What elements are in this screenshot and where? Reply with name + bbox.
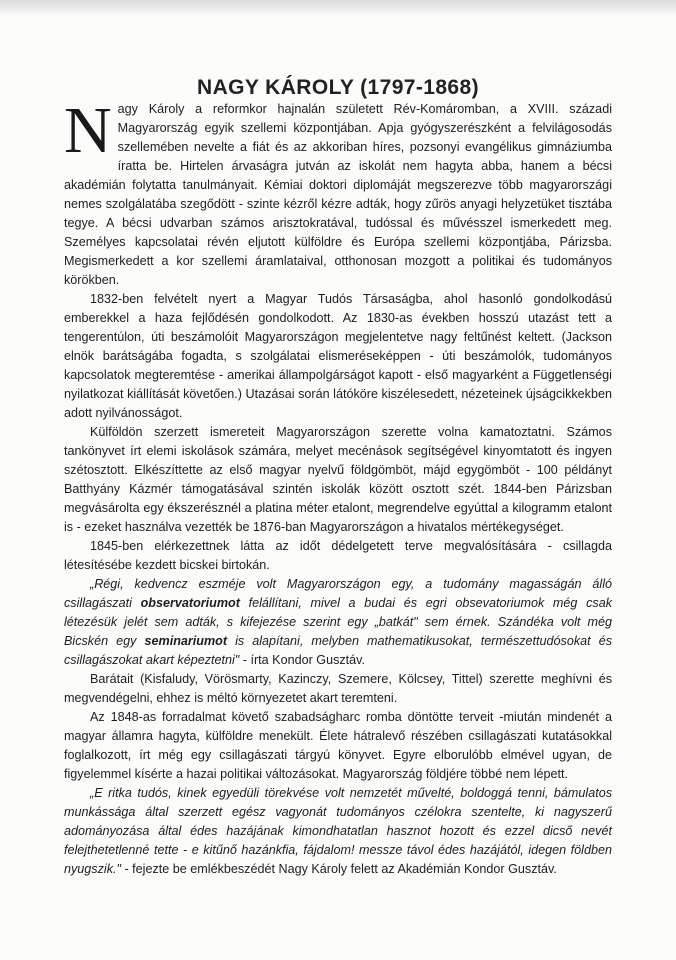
scan-edge-shadow: [0, 0, 676, 16]
quote-text-1: „Régi, kedvencz eszméje volt Magyarországon egy, a tudomány magasságán álló csillagászati: [64, 577, 612, 610]
paragraph-intro: [64, 94, 612, 290]
quote-attribution-1: - írta Kondor Gusztáv.: [239, 653, 366, 667]
paragraph-csillagda: 1845-ben elérkezettnek látta az időt dédelgetett terve megvalósítására - csillagda létesítésébe kezdett bicskei birtokán.: [64, 539, 612, 572]
drop-cap: N: [64, 94, 112, 167]
quote-text-2: felállítani, mivel a budai és egri obsevatoriumok még csak létezésük jelét sem adták, s kifejezése szerint egy „batkát" sem érnek. Szándéka volt még Bicskén egy: [64, 596, 612, 648]
quote-bold-observatorium: observatoriumot: [140, 596, 240, 610]
page-title: NAGY KÁROLY (1797-1868): [197, 76, 479, 100]
quote-attribution-2: - fejezte be emlékbeszédét Nagy Károly felett az Akadémián Kondor Gusztáv.: [120, 862, 557, 876]
paragraph-intro-text: agy Károly a reformkor hajnalán született Rév-Komáromban, a XVIII. századi Magyarország egyik szellemi központjában. Apja gyógyszerészként a felvilágosodás szellemében nevelte a fiát és az akkoriban híres, pozsonyi evangélikus gimnáziumba íratta be. Hirtelen árvaságra jutván az iskolát nem hagyta abba, hanem a bécsi akadémián folytatta tanulmányait. Kémiai doktori diplomáját megszerezve több magyarországi nemes szolgálatába szegődött - szinte kézről kézre adták, hogy zűrös anyagi helyzetüket tisztába tegye. A bécsi udvarban számos arisztokratával, tudóssal és művésszel ismerkedett meg. Személyes kapcsolatai révén eljutott külföldre és Európa szellemi központjába, Párizsba. Megismerkedett a kor szellemi áramlataival, otthonosan mozgott a politikai és tudományos körökben.: [64, 102, 612, 287]
paragraph-baratok: Barátait (Kisfaludy, Vörösmarty, Kazinczy, Szemere, Kölcsey, Tittel) szerette meghívni és megvendégelni, ehhez is méltó környezetet akart teremteni.: [64, 672, 612, 705]
quote-observatorium: [64, 575, 612, 670]
quote-bold-seminarium: seminariumot: [144, 634, 228, 648]
paragraph-kulfold: Külföldön szerzett ismereteit Magyarországon szerette volna kamatoztatni. Számos tankönyvet írt elemi iskolások számára, melyet mecénások segítségével kinyomtatott és ingyen szétosztott. Elkészíttette az első magyar nyelvű földgömböt, májd egygömböt - 100 példányt Batthyány Kázmér támogatásával szintén iskolák között osztott szét. 1844-ben Párizsban megvásárolta egy ékszerésznél a platina méter etalont, megrendelve egyúttal a kilogramm etalont is - ezeket használva vezették be 1876-ban Magyarországon a hivatalos mértékegységet.: [64, 425, 612, 534]
paragraph-1848: Az 1848-as forradalmat követő szabadságharc romba döntötte terveit -miután mindenét a magyar államra hagyta, külföldre menekült. Élete hátralevő részében csillagászati kutatásokkal foglalkozott, írt még egy csillagászati tárgyú könyvet. Egyre elborulóbb elmével ugyan, de figyelemmel kísérte a hazai politikai változásokat. Magyarország földjére többé nem lépett.: [64, 710, 612, 781]
quote-text-emlekbeszed: „E ritka tudós, kinek egyedüli törekvése volt nemzetét művelté, boldoggá tenni, bámulatos munkássága által szerzett egész vagyonát tudományos czélokra szentelte, ki nagyszerű adományozása által édes hazájának kimondhatatlan hasznot hozott és ezzel dicső nevét felejthetetlenné tette - e kitűnő hazánkfia, fájdalom! messze távol édes hazájától, idegen földben nyugszik.": [64, 786, 612, 876]
paragraph-tudos-tarsasag: 1832-ben felvételt nyert a Magyar Tudós Társaságba, ahol hasonló gondolkodású emberekkel a haza fejlődésén gondolkodott. Az 1830-as években hosszú utazást tett a tengerentúlon, úti beszámolóit Magyarországon megjelentetve nagy feltűnést keltett. (Jackson elnök barátságába fogadta, s szolgálatai elismeréseképpen - úti beszámolók, tudományos kapcsolatok megteremtése - amerikai állampolgárságot kapott - első magyarként a Függetlenségi nyilatkozat kiállítását követően.) Utazásai során látóköre kiszélesedett, nézeteinek újságcikkekben adott nyilvánosságot.: [64, 292, 612, 420]
article-body: [64, 94, 612, 879]
quote-text-3: is alapítani, melyben mathematikusokat, természettudósokat és csillagászokat akart képeztetni": [64, 634, 612, 667]
quote-emlekbeszed: [64, 784, 612, 879]
